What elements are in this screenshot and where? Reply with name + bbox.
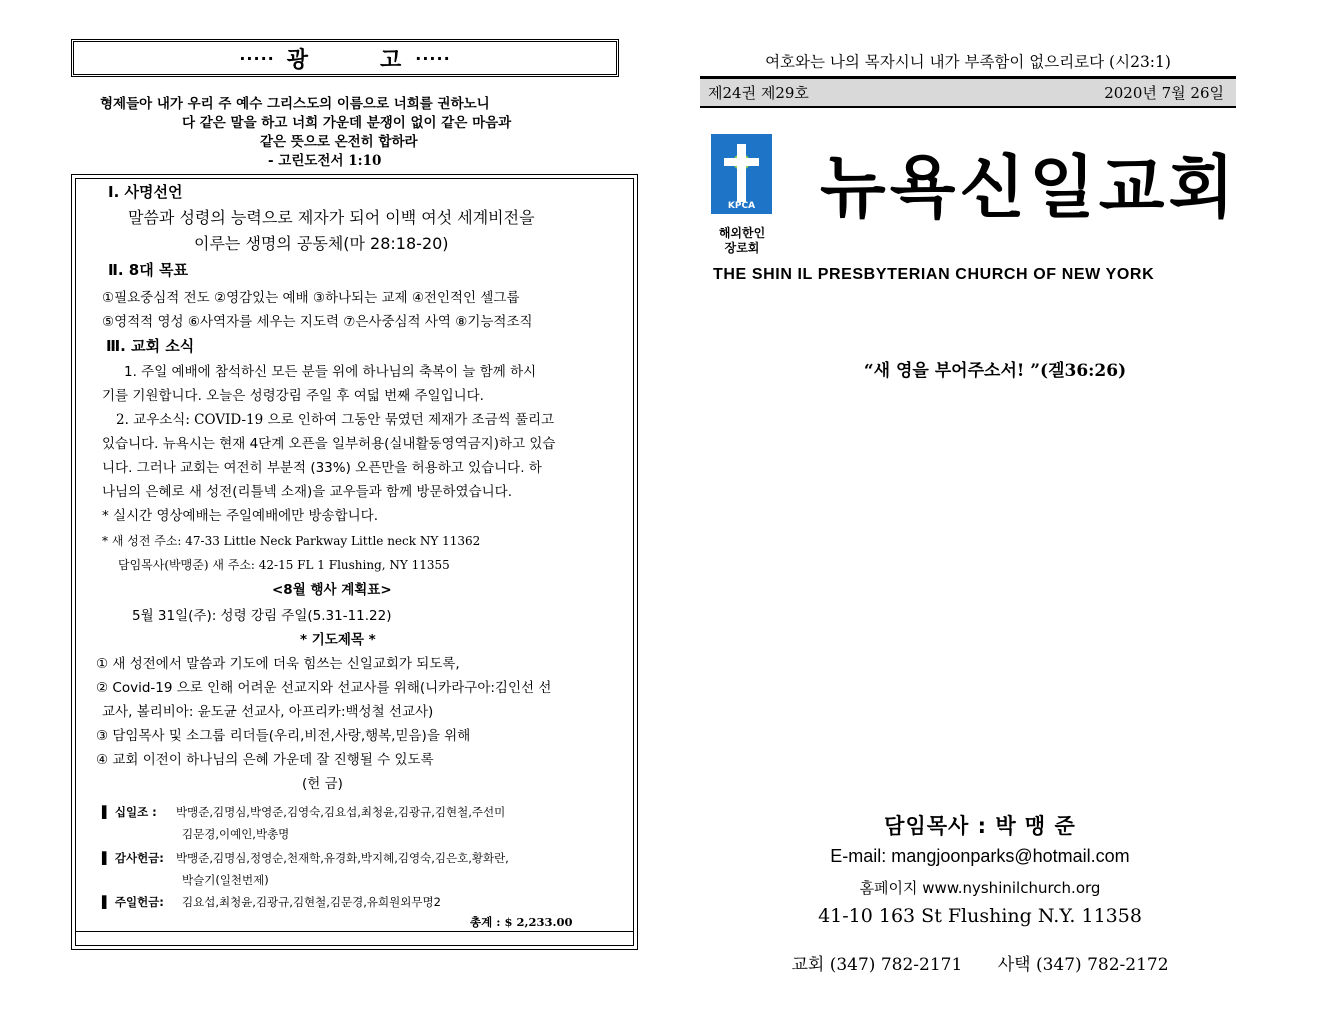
logo-caption-2: 장로회 (724, 241, 760, 255)
pastor-name: 담임목사 : 박 맹 준 (884, 814, 1076, 838)
homepage-link: 홈페이지 www.nyshinilchurch.org (859, 879, 1101, 897)
news-note-3: 담임목사(박맹준) 새 주소: 42-15 FL 1 Flushing, NY 11355 (118, 558, 450, 572)
news-item1-line1: 1. 주일 예배에 참석하신 모든 분들 위에 하나님의 축복이 늘 함께 하시 (124, 364, 537, 380)
email-address: E-mail: mangjoonparks@hotmail.com (830, 846, 1130, 866)
schedule-item-1: 5월 31일(주): 성령 강림 주일(5.31-11.22) (132, 608, 392, 624)
issue-bar (700, 79, 1236, 106)
mission-heading: Ⅰ. 사명선언 (108, 183, 183, 201)
issue-date: 2020년 7월 26일 (1104, 84, 1224, 102)
logo-caption (706, 226, 778, 256)
announcement-box (71, 174, 638, 950)
thanks-label: ▌ 감사헌금: (102, 851, 164, 865)
news-heading: Ⅲ. 교회 소식 (106, 337, 195, 355)
sunday-label: ▌ 주일헌금: (102, 895, 164, 909)
logo-text: KPCA (727, 201, 756, 211)
ad-title-box (71, 39, 619, 77)
home-phone: 사택 (347) 782-2172 (997, 955, 1169, 975)
ad-dots-right: ····· (415, 48, 451, 68)
verse-reference: - 고린도전서 1:10 (268, 153, 382, 169)
offering-total: 총계 : $ 2,233.00 (470, 915, 573, 929)
prayer-item-2-line-2: 교사, 볼리비아: 윤도균 선교사, 아프리카:백성철 선교사) (102, 704, 434, 720)
prayer-item-1: ① 새 성전에서 말씀과 기도에 더욱 힘쓰는 신일교회가 되도록, (96, 656, 460, 672)
issue-volume: 제24권 제29호 (708, 84, 809, 102)
phone-numbers (700, 950, 1260, 975)
news-note-2: * 새 성전 주소: 47-33 Little Neck Parkway Little neck NY 11362 (102, 534, 481, 548)
cross-icon-bar (724, 158, 759, 166)
tithe-names-1: 박맹준,김명심,박영준,김영숙,김요섭,최청윤,김광규,김현철,주선미 (176, 805, 506, 819)
church-name-english: THE SHIN IL PRESBYTERIAN CHURCH OF NEW YORK (713, 266, 1155, 283)
issue-rule-bottom (700, 106, 1236, 108)
offering-heading: (헌 금) (302, 776, 343, 792)
church-name-korean: 뉴욕신일교회 (820, 148, 1239, 228)
verse-line-2: 다 같은 말을 하고 너희 가운데 분쟁이 없이 같은 마음과 (182, 115, 512, 131)
news-item2-line3: 니다. 그러나 교회는 여전히 부분적 (33%) 오픈만을 허용하고 있습니다. 하 (102, 460, 542, 476)
scripture-verse (100, 95, 600, 171)
tithe-label: ▌ 십일조 : (102, 805, 157, 819)
news-item2-line4: 나님의 은혜로 새 성전(리틀넥 소재)을 교우들과 함께 방문하였습니다. (102, 484, 513, 500)
goals-line-1: ①필요중심적 전도 ②영감있는 예배 ③하나되는 교제 ④전인적인 셀그룹 (102, 290, 520, 306)
news-item2-line2: 있습니다. 뉴욕시는 현재 4단계 오픈을 일부허용(실내활동영역금지)하고 있습 (102, 436, 556, 452)
offering-total-rule (76, 931, 633, 932)
thanks-names-2: 박슬기(일천번제) (182, 873, 269, 887)
news-note-1: * 실시간 영상예배는 주일예배에만 방송합니다. (102, 508, 378, 524)
ad-title-char-1: 광 (286, 47, 310, 73)
church-address: 41-10 163 St Flushing N.Y. 11358 (818, 905, 1142, 927)
news-item2-line1: 2. 교우소식: COVID-19 으로 인하여 그동안 묶였던 제재가 조금씩 풀리고 (116, 412, 555, 428)
ad-dots-left: ····· (239, 48, 275, 68)
news-item1-line2: 기를 기원합니다. 오늘은 성령강림 주일 후 여덟 번째 주일입니다. (102, 388, 484, 404)
verse-line-3: 같은 뜻으로 온전히 합하라 (260, 134, 418, 150)
ad-title-char-2: 고 (380, 47, 404, 73)
prayer-heading: * 기도제목 * (300, 632, 376, 648)
prayer-item-3: ③ 담임목사 및 소그룹 리더들(우리,비전,사랑,행복,믿음)을 위해 (96, 728, 471, 744)
logo-caption-1: 해외한인 (718, 226, 766, 240)
prayer-item-2-line-1: ② Covid-19 으로 인해 어려운 선교지와 선교사를 위해(니카라구아:김인선 선 (96, 680, 552, 696)
theme-verse: “새 영을 부어주소서! ”(겔36:26) (863, 361, 1127, 381)
goals-heading: Ⅱ. 8대 목표 (108, 261, 188, 279)
top-verse: 여호와는 나의 목자시니 내가 부족함이 없으리로다 (시23:1) (765, 53, 1171, 71)
prayer-item-4: ④ 교회 이전이 하나님의 은혜 가운데 잘 진행될 수 있도록 (96, 752, 434, 768)
mission-line-2: 이루는 생명의 공동체(마 28:18-20) (194, 234, 449, 253)
church-phone: 교회 (347) 782-2171 (791, 955, 963, 975)
thanks-names-1: 박맹준,김명심,정영순,천재학,유경화,박지혜,김영숙,김은호,황화란, (176, 851, 509, 865)
goals-line-2: ⑤영적적 영성 ⑥사역자를 세우는 지도력 ⑦은사중심적 사역 ⑧기능적조직 (102, 314, 533, 330)
sunday-names-1: 김요섭,최청윤,김광규,김현철,김문경,유희원외무명2 (182, 895, 441, 909)
cross-icon (737, 144, 746, 202)
verse-line-1: 형제들아 내가 우리 주 예수 그리스도의 이름으로 너희를 권하노니 (100, 96, 490, 112)
announcement-box-inner (75, 178, 634, 946)
schedule-heading: <8월 행사 계획표> (272, 582, 392, 598)
mission-line-1: 말씀과 성령의 능력으로 제자가 되어 이백 여섯 세계비전을 (128, 208, 535, 227)
kpca-logo (711, 134, 772, 214)
tithe-names-2: 김문경,이예인,박총명 (182, 827, 290, 841)
